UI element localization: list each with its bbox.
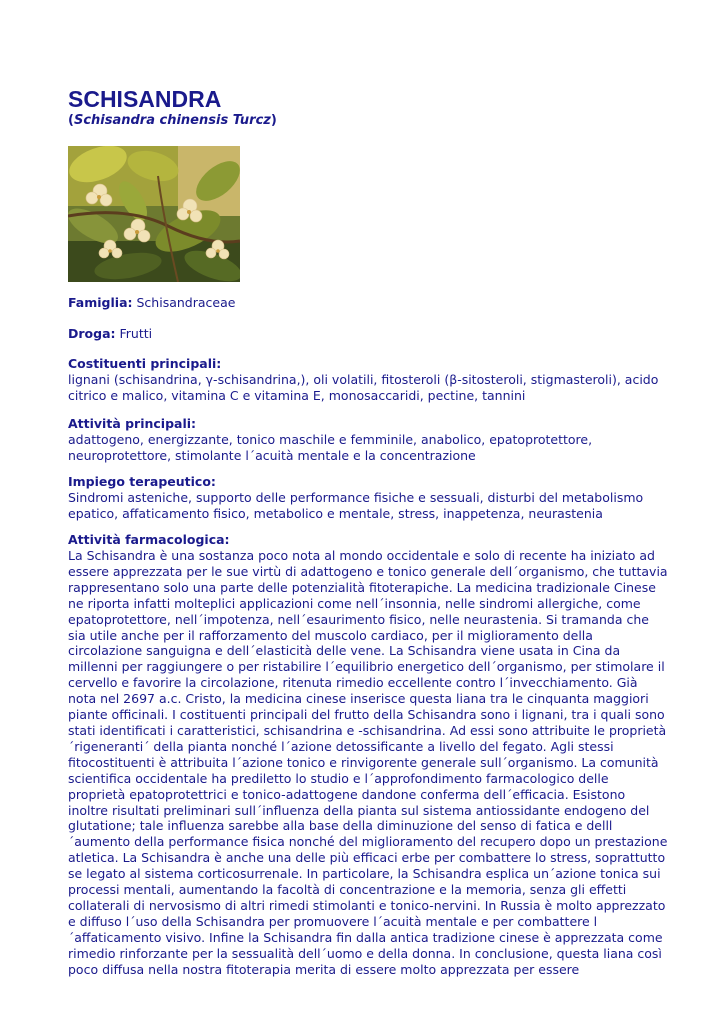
subtitle-close-paren: ) [270,113,277,128]
costituenti-label: Costituenti principali: [68,356,222,371]
subtitle-open-paren: ( [68,113,74,128]
farmacologica-text: La Schisandra è una sostanza poco nota al mondo occidentale e solo di recente ha iniziato ad essere apprezzata per le sue virtù di adattogeno e tonico generale dell´organismo, che tuttavia rappresentano solo una parte delle potenzialità fitoterapiche. La medicina tradizionale Cinese ne riporta infatti molteplici applicazioni come nell´insonnia, nelle sindromi allergiche, come epatoprotettore, nell´impotenza, nell´esaurimento fisico, nelle neurastenia. Si tramanda che sia utile anche per il rafforzamento del muscolo cardiaco, per il miglioramento della circolazione sanguigna e dell´elasticità delle vene. La Schisandra viene usata in Cina da millenni per raggiungere o per ristabilire l´equilibrio energetico dell´organismo, per stimolare il cervello e favorire la circolazione, ritenuta rimedio eccellente contro l´invecchiamento. Già nota nel 2697 a.c. Cristo, la medicina cinese inserisce questa liana tra le cinquanta maggiori piante officinali. I costituenti principali del frutto della Schisandra sono i lignani, tra i quali sono stati identificati i caratteristici, schisandrina e -schisandrina. Ad essi sono attribuite le proprietà ´rigeneranti´ della pianta nonché l´azione detossificante a livello del fegato. Agli stessi fitocostituenti è attribuita l´azione tonico e rinvigorente generale sull´organismo. La comunità scientifica occidentale ha prediletto lo studio e l´approfondimento farmacologico delle proprietà epatoprotettrici e tonico-adattogene dandone conferma dell´efficacia. Esistono inoltre risultati preliminari sull´influenza della pianta sul sistema antiossidante endogeno del glutatione; tale influenza sarebbe alla base della diminuzione del senso di fatica e delll´aumento della performance fisica nonché del miglioramento del recupero dopo un prestazione atletica. La Schisandra è anche una delle più efficaci erbe per combattere lo stress, soprattutto se legato al sistema corticosurrenale. In particolare, la Schisandra esplica un´azione tonica sui processi mentali, aumentando la facoltà di concentrazione e la memoria, senza gli effetti collaterali di nervosismo di altri rimedi stimolanti e tonico-nervini. In Russia è molto apprezzato e diffuso l´uso della Schisandra per promuovere l´acuità mentale e per combattere l´affaticamento visivo. Infine la Schisandra fin dalla antica tradizione cinese è apprezzata come rimedio rinforzante per la sessualità dell´uomo e della donna. In conclusione, questa liana così poco diffusa nella nostra fitoterapia merita di essere molto apprezzata per essere [68,548,668,977]
botanical-name: Schisandra chinensis Turcz [73,113,271,128]
farmacologica-section [68,532,668,977]
impiego-section [68,474,668,522]
plant-photo [68,146,240,282]
famiglia-label: Famiglia: [68,295,133,310]
impiego-label: Impiego terapeutico: [68,474,216,489]
costituenti-section [68,356,668,404]
droga-label: Droga: [68,326,116,341]
attivita-section [68,416,668,464]
droga-value: Frutti [119,326,153,341]
farmacologica-label: Attività farmacologica: [68,532,230,547]
famiglia-value: Schisandraceae [136,295,236,310]
impiego-value: Sindromi asteniche, supporto delle performance fisiche e sessuali, disturbi del metabolismo epatico, affaticamento fisico, metabolico e mentale, stress, inappetenza, neurastenia [68,490,644,521]
attivita-value: adattogeno, energizzante, tonico maschile e femminile, anabolico, epatoprotettore, neuroprotettore, stimolante l´acuità mentale e la concentrazione [68,432,593,463]
attivita-label: Attività principali: [68,416,197,431]
costituenti-value: lignani (schisandrina, γ-schisandrina,), oli volatili, fitosteroli (β-sitosteroli, stigmasteroli), acido citrico e malico, vitamina C e vitamina E, monosaccaridi, pectine, tannini [68,372,659,403]
page-subtitle [68,112,668,130]
schisandra-flowers-image [68,146,240,282]
famiglia-field [68,295,668,311]
document-page [68,86,668,977]
droga-field [68,326,668,342]
page-title: SCHISANDRA [68,86,222,112]
